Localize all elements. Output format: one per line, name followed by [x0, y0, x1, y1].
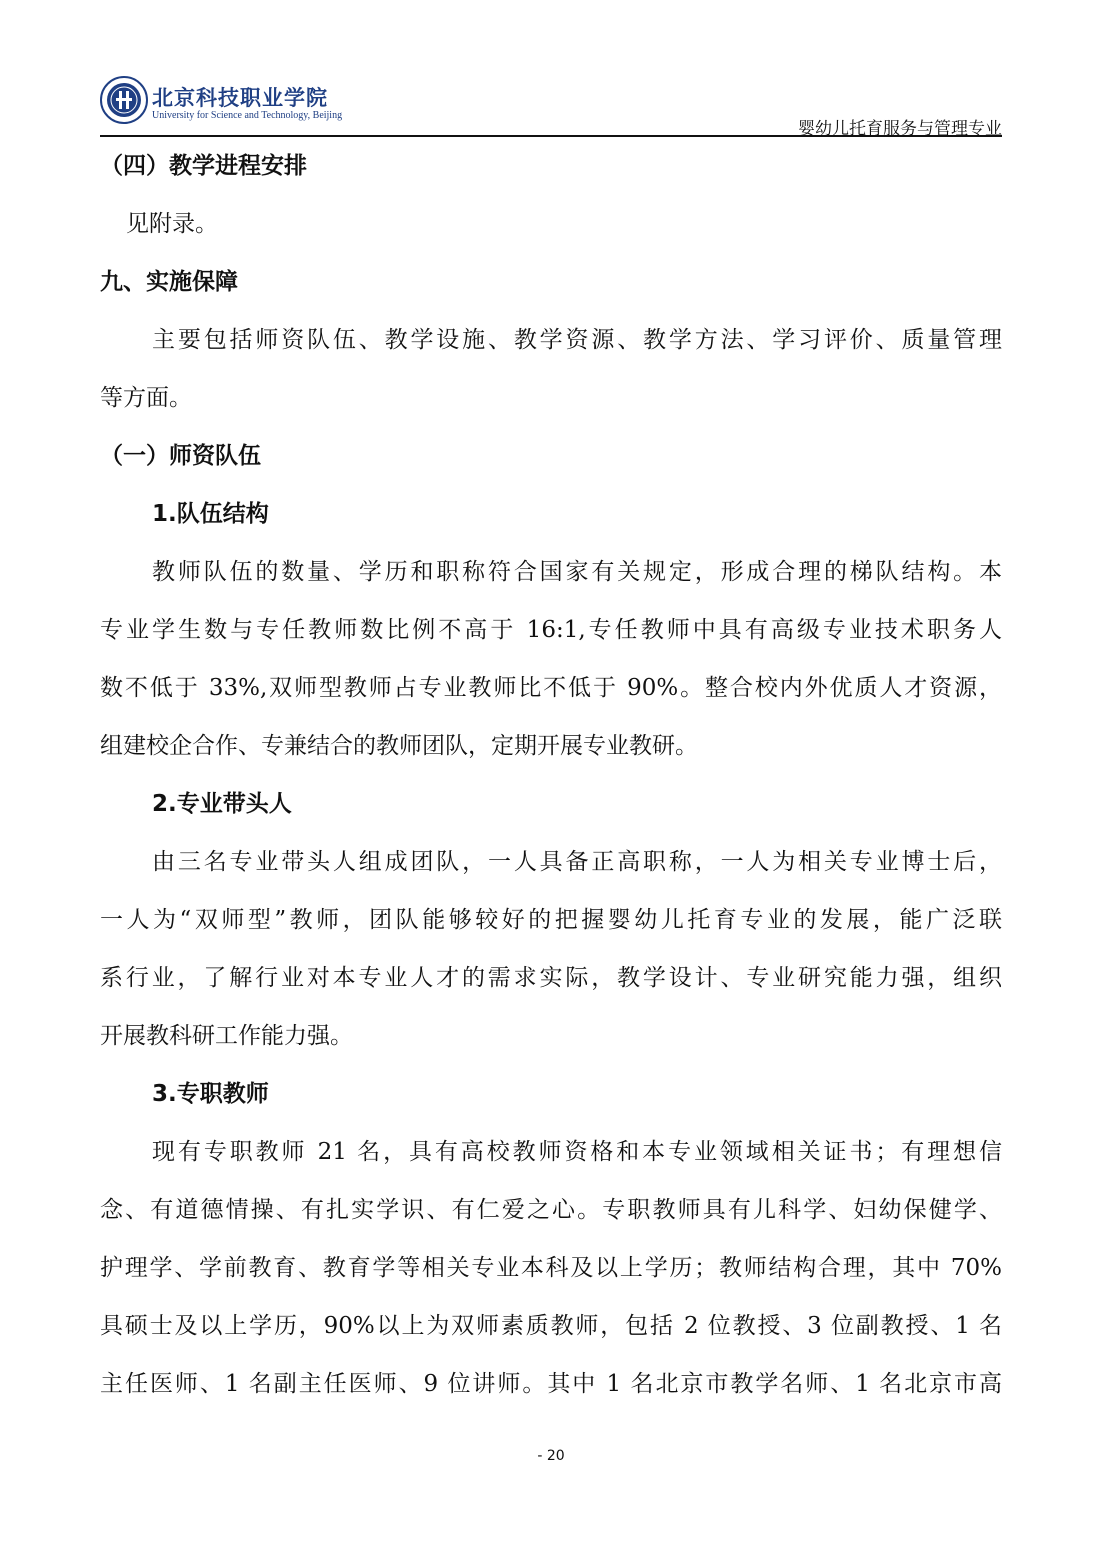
page-header [100, 74, 1002, 139]
heading-program-leader: 2.专业带头人 [152, 791, 292, 817]
page-number: - 20 [537, 1448, 565, 1464]
heading-faculty: （一）师资队伍 [100, 443, 261, 469]
heading-teaching-schedule: （四）教学进程安排 [100, 153, 307, 179]
logo-chinese-name: 北京科技职业学院 [152, 85, 328, 110]
paragraph-line: 具硕士及以上学历，90%以上为双师素质教师，包括 2 位教授、3 位副教授、1 名 [100, 1313, 1002, 1339]
heading-team-structure: 1.队伍结构 [152, 501, 269, 527]
paragraph-line: 组建校企合作、专兼结合的教师团队，定期开展专业教研。 [100, 733, 698, 759]
paragraph-line: 一人为“双师型”教师，团队能够较好的把握婴幼儿托育专业的发展，能广泛联 [100, 907, 1002, 933]
paragraph-line: 由三名专业带头人组成团队，一人具备正高职称，一人为相关专业博士后， [152, 849, 1002, 875]
paragraph-line: 教师队伍的数量、学历和职称符合国家有关规定，形成合理的梯队结构。本 [152, 559, 1002, 585]
logo-english-name: University for Science and Technology, Beijing [152, 110, 343, 121]
paragraph-line: 专业学生数与专任教师数比例不高于 16:1,专任教师中具有高级专业技术职务人 [100, 617, 1002, 643]
paragraph-line: 数不低于 33%,双师型教师占专业教师比不低于 90%。整合校内外优质人才资源， [100, 675, 1002, 701]
paragraph-line: 系行业，了解行业对本专业人才的需求实际，教学设计、专业研究能力强，组织 [100, 965, 1002, 991]
paragraph-line: 念、有道德情操、有扎实学识、有仁爱之心。专职教师具有儿科学、妇幼保健学、 [100, 1197, 1002, 1223]
paragraph-line: 主要包括师资队伍、教学设施、教学资源、教学方法、学习评价、质量管理 [152, 327, 1002, 353]
paragraph-line: 开展教科研工作能力强。 [100, 1023, 353, 1049]
paragraph-line: 护理学、学前教育、教育学等相关专业本科及以上学历；教师结构合理，其中 70% [100, 1255, 1002, 1281]
section-title: 婴幼儿托育服务与管理专业 [798, 119, 1002, 139]
heading-fulltime-teachers: 3.专职教师 [152, 1081, 269, 1107]
paragraph-line: 等方面。 [100, 385, 192, 411]
university-seal-icon [100, 76, 148, 124]
paragraph-see-appendix: 见附录。 [126, 211, 218, 237]
paragraph-line: 现有专职教师 21 名，具有高校教师资格和本专业领域相关证书；有理想信 [152, 1139, 1002, 1165]
page-body [100, 137, 1002, 1413]
heading-implementation-guarantee: 九、实施保障 [100, 269, 238, 295]
paragraph-line: 主任医师、1 名副主任医师、9 位讲师。其中 1 名北京市教学名师、1 名北京市高 [100, 1371, 1002, 1397]
